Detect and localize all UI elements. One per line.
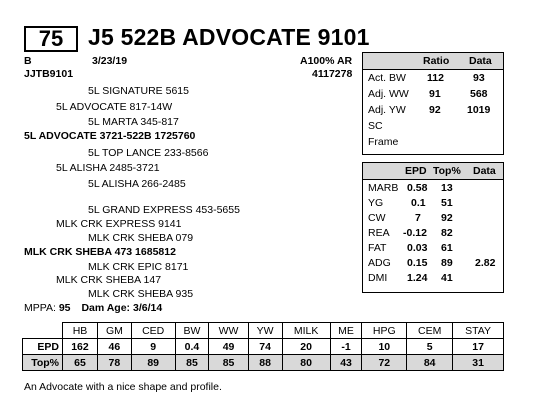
pedigree-sire-dam-dam: 5L ALISHA 266-2485 — [88, 178, 186, 190]
epd-value: 0.1 — [411, 197, 426, 209]
column-header: HB — [63, 323, 98, 339]
weights-header — [363, 53, 503, 70]
epd-cell: 46 — [97, 339, 131, 355]
weights-row — [363, 134, 503, 150]
pedigree-dam-dam: MLK CRK SHEBA 147 — [56, 274, 162, 286]
top-value: 61 — [441, 242, 453, 254]
weights-row — [363, 118, 503, 134]
ratio-header: Ratio — [423, 55, 450, 67]
top-cell: 85 — [175, 355, 209, 371]
row-label: Adj. WW — [368, 88, 409, 100]
row-label: SC — [368, 120, 383, 132]
column-header: HPG — [362, 323, 407, 339]
pedigree-sire-dam-sire: 5L TOP LANCE 233-8566 — [88, 147, 209, 159]
row-label: FAT — [368, 242, 387, 254]
epd-value: 0.03 — [407, 242, 428, 254]
column-header: CED — [131, 323, 175, 339]
top-cell: 31 — [453, 355, 504, 371]
epd-row — [23, 339, 504, 355]
tattoo: JJTB9101 — [24, 68, 74, 80]
data-header: Data — [473, 165, 496, 177]
registration-number: 4117278 — [312, 68, 353, 80]
pedigree-sire-dam: 5L ALISHA 2485-3721 — [56, 162, 160, 174]
column-header: MILK — [282, 323, 330, 339]
lot-number: 75 — [24, 26, 78, 52]
top-value: 82 — [441, 227, 453, 239]
epd-value: -0.12 — [403, 227, 427, 239]
epd-value: 0.15 — [407, 257, 428, 269]
pedigree-dam-dam-sire: MLK CRK EPIC 8171 — [88, 261, 189, 273]
pedigree-dam-sire: MLK CRK EXPRESS 9141 — [56, 218, 182, 230]
pedigree-dam: MLK CRK SHEBA 473 1685812 — [24, 246, 176, 258]
epd-cell: 9 — [131, 339, 175, 355]
top-value: 89 — [441, 257, 453, 269]
column-header: YW — [248, 323, 282, 339]
birth-date: 3/23/19 — [92, 55, 128, 67]
row-label: Act. BW — [368, 72, 406, 84]
carcass-header — [363, 163, 503, 180]
epd-cell: 0.4 — [175, 339, 209, 355]
column-header: STAY — [453, 323, 504, 339]
top-percent-row — [23, 355, 504, 371]
epd-cell: 10 — [362, 339, 407, 355]
epd-value: 7 — [415, 212, 421, 224]
pedigree-sire-sire-sire: 5L SIGNATURE 5615 — [88, 85, 189, 97]
epd-cell: -1 — [330, 339, 362, 355]
epd-header: EPD — [405, 165, 427, 177]
carcass-row — [363, 180, 503, 195]
top-value: 13 — [441, 182, 453, 194]
carcass-row — [363, 195, 503, 210]
pedigree-sire: 5L ADVOCATE 3721-522B 1725760 — [24, 130, 196, 142]
dam-age-label: Dam Age: — [81, 302, 131, 314]
weights-row — [363, 86, 503, 102]
ratio-value: 91 — [429, 88, 441, 100]
pedigree-sire-sire: 5L ADVOCATE 817-14W — [56, 101, 173, 113]
ratio-value: 112 — [427, 72, 444, 84]
top-cell: 43 — [330, 355, 362, 371]
animal-name: J5 522B ADVOCATE 9101 — [88, 24, 370, 50]
registry-info: A100% AR — [300, 55, 353, 67]
column-header: CEM — [407, 323, 453, 339]
column-header: ME — [330, 323, 362, 339]
row-label: ADG — [368, 257, 391, 269]
epd-cell: 5 — [407, 339, 453, 355]
top-cell: 72 — [362, 355, 407, 371]
row-label: DMI — [368, 272, 388, 284]
mppa-label: MPPA: — [24, 302, 56, 314]
epd-cell: 162 — [63, 339, 98, 355]
row-label: MARB — [368, 182, 399, 194]
carcass-row — [363, 270, 503, 285]
carcass-row — [363, 210, 503, 225]
epd-table — [22, 322, 504, 371]
breed-code: B — [24, 55, 32, 67]
pedigree-dam-sire-dam: MLK CRK SHEBA 079 — [88, 232, 194, 244]
column-header: WW — [209, 323, 248, 339]
top-cell: 65 — [63, 355, 98, 371]
mppa-value: 95 — [58, 302, 71, 314]
comment: An Advocate with a nice shape and profile. — [24, 381, 222, 393]
epd-cell: 17 — [453, 339, 504, 355]
data-value: 93 — [473, 72, 485, 84]
epd-header-row — [23, 323, 504, 339]
dam-age-value: 3/6/14 — [132, 302, 163, 314]
row-label: REA — [368, 227, 390, 239]
top-cell: 89 — [131, 355, 175, 371]
carcass-row — [363, 240, 503, 255]
column-header: GM — [97, 323, 131, 339]
row-label: CW — [368, 212, 386, 224]
carcass-epd-table — [362, 162, 504, 293]
row-label: YG — [368, 197, 384, 209]
ratio-value: 92 — [429, 104, 441, 116]
epd-value: 0.58 — [407, 182, 428, 194]
row-label: Frame — [368, 136, 399, 148]
top-value: 41 — [441, 272, 453, 284]
pedigree-sire-sire-dam: 5L MARTA 345-817 — [88, 116, 179, 128]
row-label: EPD — [23, 339, 63, 355]
weights-table — [362, 52, 504, 155]
weights-row — [363, 70, 503, 86]
carcass-row — [363, 255, 503, 270]
row-label: Adj. YW — [368, 104, 406, 116]
top-cell: 78 — [97, 355, 131, 371]
top-cell: 85 — [209, 355, 248, 371]
pedigree-dam-dam-dam: MLK CRK SHEBA 935 — [88, 288, 194, 300]
epd-cell: 49 — [209, 339, 248, 355]
data-value: 568 — [470, 88, 488, 100]
epd-cell: 74 — [248, 339, 282, 355]
column-header: BW — [175, 323, 209, 339]
top-percent-header: Top% — [433, 165, 461, 177]
weights-row — [363, 102, 503, 118]
pedigree-dam-sire-sire: 5L GRAND EXPRESS 453-5655 — [88, 204, 240, 216]
top-cell: 84 — [407, 355, 453, 371]
top-cell: 88 — [248, 355, 282, 371]
data-header: Data — [469, 55, 492, 67]
top-value: 92 — [441, 212, 453, 224]
row-label: Top% — [23, 355, 63, 371]
data-value: 1019 — [467, 104, 491, 116]
epd-cell: 20 — [282, 339, 330, 355]
mppa — [24, 302, 162, 314]
data-value: 2.82 — [475, 257, 496, 269]
carcass-row — [363, 225, 503, 240]
top-value: 51 — [441, 197, 453, 209]
epd-value: 1.24 — [407, 272, 428, 284]
top-cell: 80 — [282, 355, 330, 371]
corner-cell — [23, 323, 63, 339]
